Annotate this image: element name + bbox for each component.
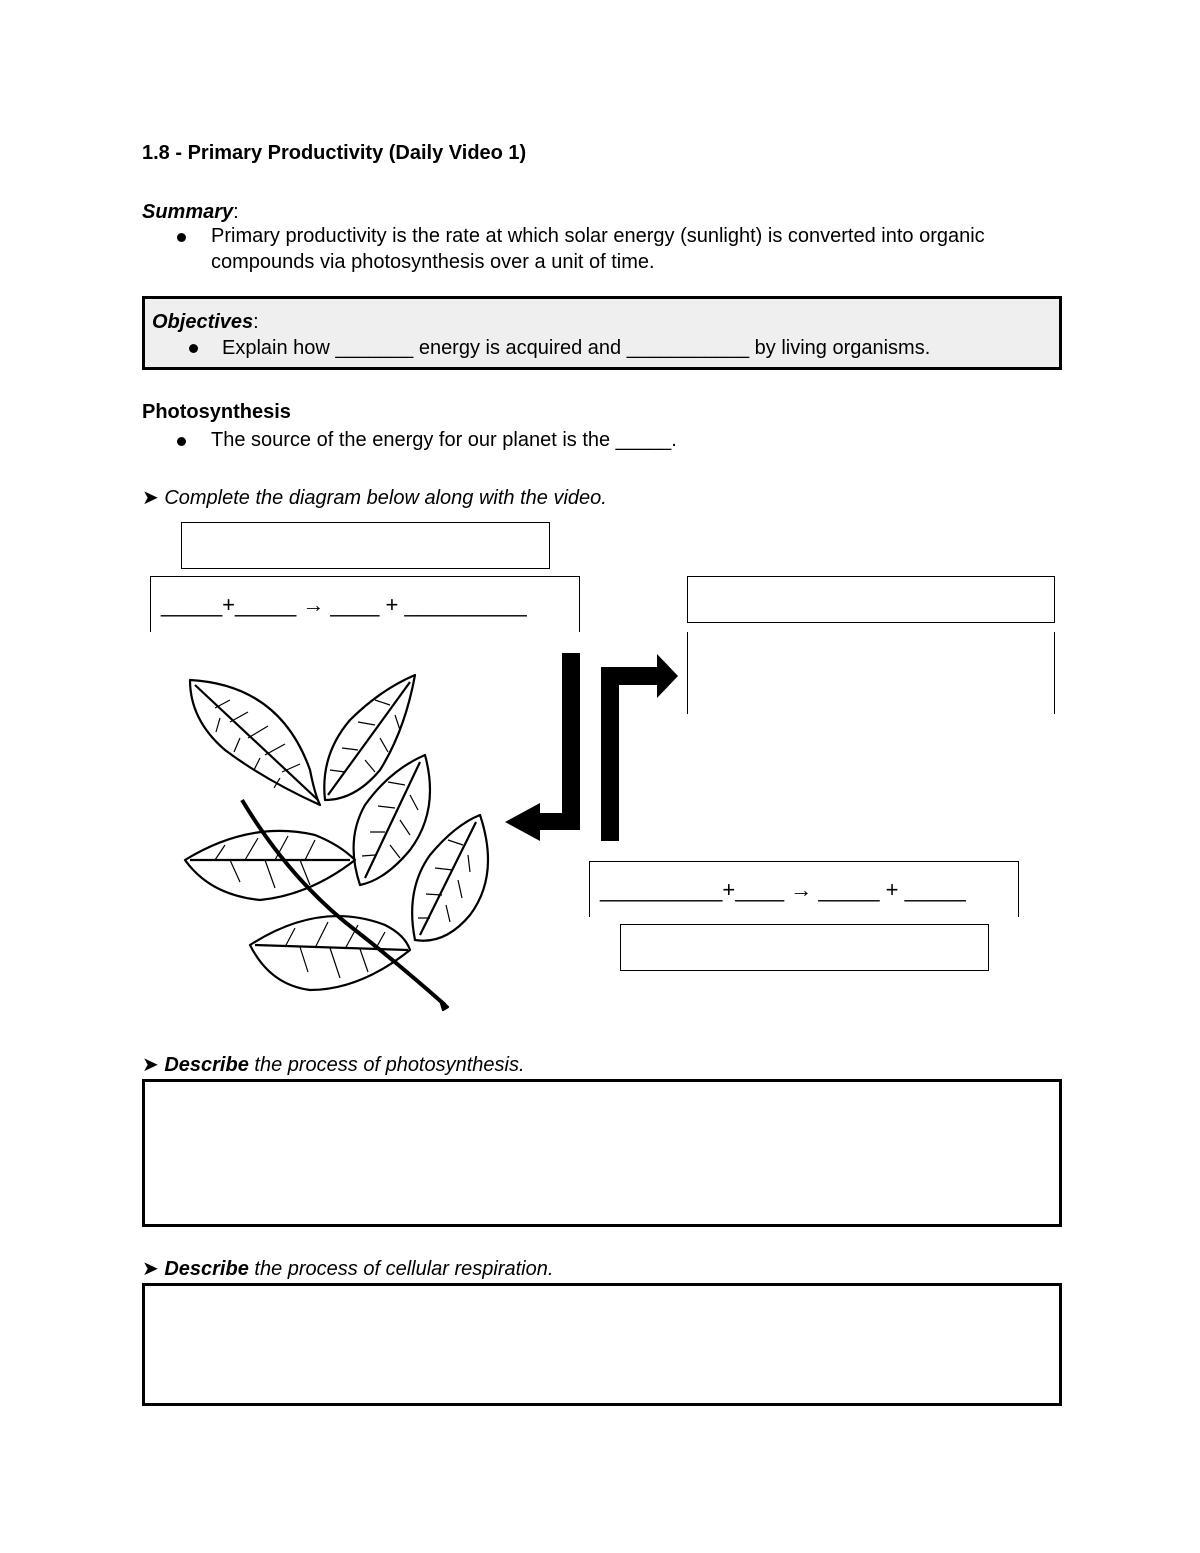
arrow-bullet-icon: ➤ — [142, 487, 159, 509]
page-title: 1.8 - Primary Productivity (Daily Video 1) — [142, 142, 527, 164]
answer-box-bottom-right[interactable] — [620, 924, 989, 971]
leaf-branch-icon — [170, 660, 510, 1020]
bullet-icon — [189, 344, 198, 353]
respiration-answer-box[interactable] — [142, 1283, 1062, 1406]
photosynthesis-text: The source of the energy for our planet is the _____. — [211, 429, 677, 451]
bullet-icon — [177, 233, 186, 242]
answer-box-top-right[interactable] — [687, 576, 1055, 623]
objectives-box — [142, 296, 1062, 370]
describe-photosynthesis-prompt: ➤ Describe the process of photosynthesis. — [142, 1054, 525, 1076]
arrow-bullet-icon: ➤ — [142, 1054, 159, 1076]
arrow-bullet-icon: ➤ — [142, 1258, 159, 1280]
summary-text: Primary productivity is the rate at which solar energy (sunlight) is converted into organic compounds via photosynthesis over a unit of time. — [211, 225, 985, 273]
bullet-icon — [177, 437, 186, 446]
answer-box-top-left[interactable] — [181, 522, 550, 569]
section-heading: Photosynthesis — [142, 401, 291, 423]
cycle-arrows-icon — [495, 645, 695, 845]
equation-bottom[interactable]: __________+____ → _____ + _____ — [600, 877, 966, 902]
describe-respiration-prompt: ➤ Describe the process of cellular respiration. — [142, 1258, 554, 1280]
diagram-instruction: ➤ Complete the diagram below along with the video. — [142, 487, 607, 509]
objectives-text: Explain how _______ energy is acquired and ___________ by living organisms. — [222, 337, 931, 359]
answer-bracket-right — [687, 632, 1055, 714]
objectives-label: Objectives: — [152, 311, 259, 333]
equation-top[interactable]: _____+_____ → ____ + __________ — [161, 592, 527, 617]
summary-label: Summary: — [142, 201, 239, 223]
photosynthesis-answer-box[interactable] — [142, 1079, 1062, 1227]
